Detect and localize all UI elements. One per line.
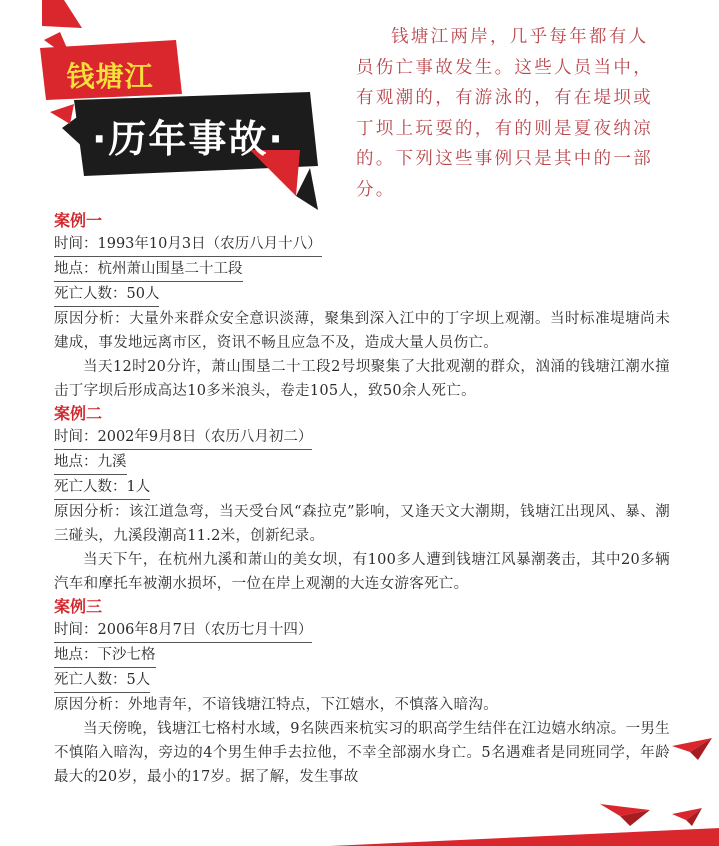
case-3 xyxy=(54,596,670,789)
case-analysis: 原因分析：大量外来群众安全意识淡薄，聚集到深入江中的丁字坝上观潮。当时标准堤塘尚未建成，事发地远离市区，资讯不畅且应急不及，造成大量人员伤亡。 xyxy=(54,311,670,351)
title-banner xyxy=(0,0,330,210)
case-list xyxy=(54,210,670,789)
intro-paragraph: 钱塘江两岸，几乎每年都有人员伤亡事故发生。这些人员当中，有观潮的，有游泳的，有在堤坝或丁坝上玩耍的，有的则是夏夜纳凉的。下列这些事例只是其中的一部分。 xyxy=(356,27,653,200)
bottom-red-stripe xyxy=(330,828,719,846)
banner-subtitle: 钱塘江 xyxy=(66,60,154,93)
case-time: 时间：2002年9月8日（农历八月初二） xyxy=(54,425,312,450)
paper-plane-icon xyxy=(672,808,702,826)
case-2 xyxy=(54,403,670,596)
case-detail: 当天下午，在杭州九溪和萧山的美女坝，有100多人遭到钱塘江风暴潮袭击，其中20多辆汽车和摩托车被潮水损坏，一位在岸上观潮的大连女游客死亡。 xyxy=(54,552,670,592)
case-title: 案例二 xyxy=(54,404,103,423)
case-1 xyxy=(54,210,670,403)
case-time: 时间：1993年10月3日（农历八月十八） xyxy=(54,232,322,257)
case-detail: 当天12时20分许，萧山围垦二十工段2号坝聚集了大批观潮的群众，汹涌的钱塘江潮水撞击丁字坝后形成高达10多米浪头，卷走105人，致50余人死亡。 xyxy=(54,359,670,399)
case-deaths: 死亡人数：50人 xyxy=(54,282,159,307)
case-detail: 当天傍晚，钱塘江七格村水域，9名陕西来杭实习的职高学生结伴在江边嬉水纳凉。一男生不慎陷入暗沟，旁边的4个男生伸手去拉他，不幸全部溺水身亡。5名遇难者是同班同学，年龄最大的20岁，最小的17岁。据了解，发生事故 xyxy=(54,721,670,785)
case-place: 地点：杭州萧山围垦二十工段 xyxy=(54,257,243,282)
intro-text-block xyxy=(356,22,668,205)
case-deaths: 死亡人数：5人 xyxy=(54,668,150,693)
paper-plane-icon xyxy=(672,738,712,760)
case-time: 时间：2006年8月7日（农历七月十四） xyxy=(54,618,312,643)
case-analysis: 原因分析：外地青年，不谙钱塘江特点，下江嬉水，不慎落入暗沟。 xyxy=(54,697,498,713)
case-analysis: 原因分析：该江道急弯，当天受台风“森拉克”影响，又逢天文大潮期，钱塘江出现风、暴、潮三碰头，九溪段潮高11.2米，创新纪录。 xyxy=(54,504,670,544)
paper-plane-icon xyxy=(600,800,650,826)
banner-title: ·历年事故· xyxy=(92,117,285,161)
banner-shapes xyxy=(0,0,330,210)
case-title: 案例一 xyxy=(54,211,103,230)
case-deaths: 死亡人数：1人 xyxy=(54,475,150,500)
case-place: 地点：下沙七格 xyxy=(54,643,156,668)
case-place: 地点：九溪 xyxy=(54,450,127,475)
case-title: 案例三 xyxy=(54,597,103,616)
